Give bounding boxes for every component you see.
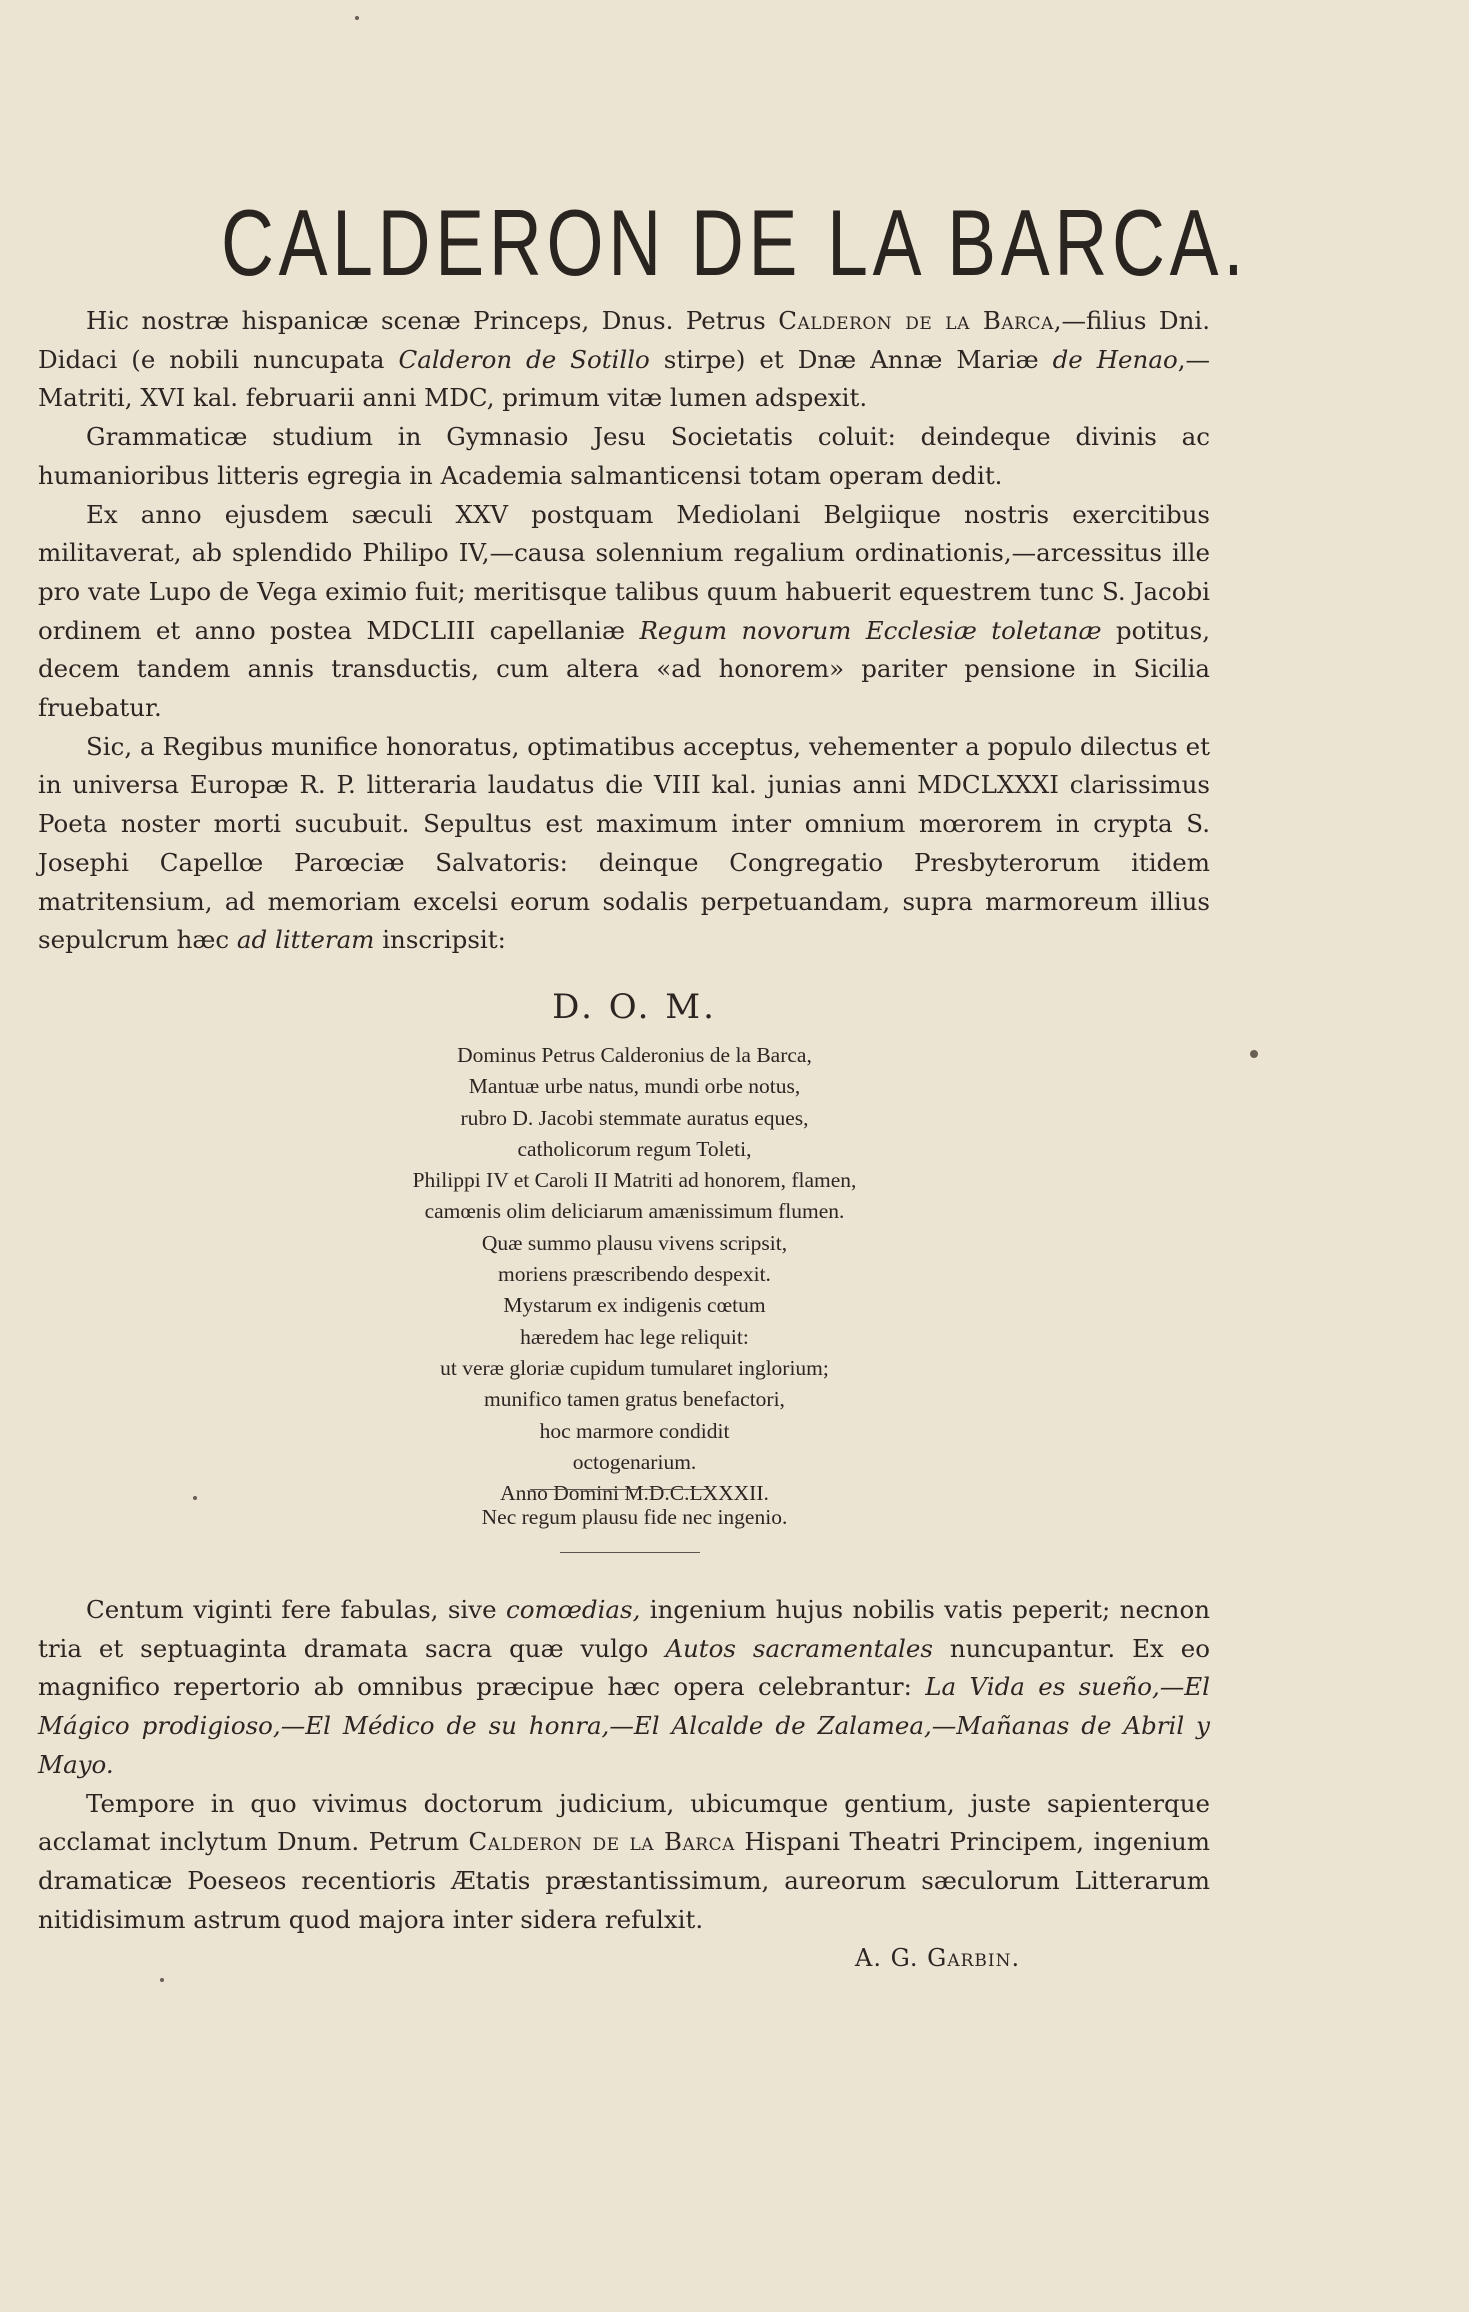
print-speck	[160, 1978, 164, 1982]
works-text	[38, 1591, 1210, 1939]
divider-rule	[530, 1489, 710, 1490]
paragraph-legacy: Tempore in quo vivimus doctorum judicium, ubicumque gentium, juste sapienterque acclamat inclytum Dnum. Petrum Calderon de la Barca Hispani Theatri Principem, ingenium dramaticæ Poeseos recentioris Ætatis præstantissimum, aureorum sæculorum Litterarum nitidisimum astrum quod majora inter sidera refulxit.	[38, 1788, 1210, 1934]
paragraph-works: Centum viginti fere fabulas, sive comœdias, ingenium hujus nobilis vatis peperit; necnon tria et septuaginta dramata sacra quæ vulgo Autos sacramentales nuncupantur. Ex eo magnifico repertorio ab omnibus præcipue hæc opera celebrantur: La Vida es sueño,—El Mágico prodigioso,—El Médico de su honra,—El Alcalde de Zalamea,—Mañanas de Abril y Mayo.	[38, 1595, 1210, 1779]
epitaph-line: Quæ summo plausu vivens scripsit,	[481, 1230, 788, 1255]
epitaph-line: hæredem hac lege reliquit:	[520, 1324, 749, 1349]
epitaph-line: camœnis olim deliciarum amænissimum flumen.	[424, 1199, 845, 1224]
paragraph-education: Grammaticæ studium in Gymnasio Jesu Societatis coluit: deindeque divinis ac humanioribus litteris egregia in Academia salmanticensi totam operam dedit.	[38, 422, 1210, 490]
paragraph-career: Ex anno ejusdem sæculi XXV postquam Mediolani Belgiique nostris exercitibus militaverat, ab splendido Philipo IV,—causa solennium regalium ordinationis,—arcessitus ille pro vate Lupo de Vega eximio fuit; meritisque talibus quum habuerit equestrem tunc S. Jacobi ordinem et anno postea MDCLIII capellaniæ Regum novorum Ecclesiæ toletanæ potitus, decem tandem annis transductis, cum altera «ad honorem» pariter pensione in Sicilia fruebatur.	[38, 499, 1210, 723]
epitaph-line: moriens præscribendo despexit.	[498, 1262, 771, 1287]
epitaph-line: Mantuæ urbe natus, mundi orbe notus,	[468, 1074, 801, 1099]
epitaph-line: Anno Domini M.D.C.LXXXII.	[500, 1481, 769, 1506]
divider-rule	[560, 1552, 700, 1553]
author-signature: A. G. Garbin.	[855, 1944, 1021, 1972]
epitaph-line: catholicorum regum Toleti,	[517, 1136, 752, 1161]
epitaph-line: rubro D. Jacobi stemmate auratus eques,	[460, 1105, 809, 1130]
epitaph-line: Philippi IV et Caroli II Matriti ad honorem, flamen,	[412, 1168, 857, 1193]
epitaph-line: Mystarum ex indigenis cœtum	[503, 1293, 766, 1318]
biography-text	[38, 302, 1210, 960]
epitaph-line: ut veræ gloriæ cupidum tumularet inglorium;	[440, 1355, 829, 1380]
page-title: CALDERON DE LA BARCA.	[220, 190, 1249, 295]
epitaph-line: munifico tamen gratus benefactori,	[484, 1387, 785, 1412]
epitaph-line: Dominus Petrus Calderonius de la Barca,	[457, 1043, 812, 1067]
motto: Nec regum plausu fide nec ingenio.	[481, 1505, 788, 1529]
paragraph-death: Sic, a Regibus munifice honoratus, optimatibus acceptus, vehementer a populo dilectus et in universa Europæ R. P. litteraria laudatus die VIII kal. junias anni MDCLXXXI clarissimus Poeta noster morti sucubuit. Sepultus est maximum inter omnium mœrorem in crypta S. Josephi Capellœ Parœciæ Salvatoris: deinque Congregatio Presbyterorum itidem matritensium, ad memoriam excelsi eorum sodalis perpetuandam, supra marmoreum illius sepulcrum hæc ad litteram inscripsit:	[38, 731, 1210, 955]
epitaph	[0, 1040, 1269, 1509]
epitaph-line: hoc marmore condidit	[539, 1418, 730, 1443]
print-speck	[355, 16, 359, 20]
epitaph-heading: D. O. M.	[552, 987, 717, 1027]
paragraph-birth: Hic nostræ hispanicæ scenæ Princeps, Dnus. Petrus Calderon de la Barca,—filius Dni. Didaci (e nobili nuncupata Calderon de Sotillo stirpe) et Dnæ Annæ Mariæ de Henao,—Matriti, XVI kal. februarii anni MDC, primum vitæ lumen adspexit.	[38, 306, 1210, 413]
epitaph-line: octogenarium.	[572, 1449, 697, 1474]
